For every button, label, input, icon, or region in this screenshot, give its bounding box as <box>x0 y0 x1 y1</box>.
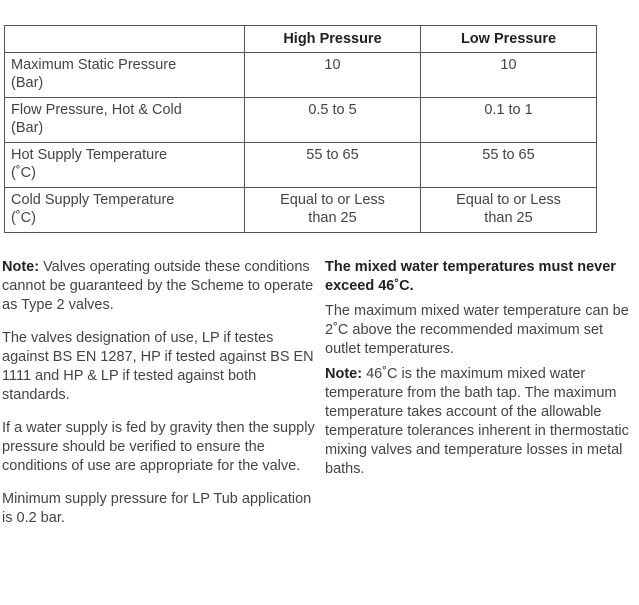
minimum-pressure-paragraph: Minimum supply pressure for LP Tub application is 0.2 bar. <box>2 491 312 526</box>
note-paragraph <box>2 258 320 315</box>
max-temperature-paragraph: The maximum mixed water temperature can be 2˚C above the recommended maximum set outlet temperatures. <box>325 303 629 357</box>
header-low-pressure: Low Pressure <box>421 26 597 53</box>
right-text-column <box>325 258 637 479</box>
note-text: 46˚C is the maximum mixed water temperature from the bath tap. The maximum temperature takes account of the allowable temperature tolerances inherent in thermostatic mixing valves and temperature losses in metal baths. <box>325 366 629 477</box>
header-empty <box>5 26 245 53</box>
cell-high: 10 <box>245 53 421 98</box>
left-text-column <box>2 258 320 528</box>
row-label-line1: Maximum Static Pressure <box>11 57 177 73</box>
row-label-line2: (˚C) <box>11 165 36 181</box>
table-row <box>5 188 597 233</box>
cell-low <box>421 188 597 233</box>
cell-low: 10 <box>421 53 597 98</box>
row-label <box>5 143 245 188</box>
note-label: Note: <box>2 259 40 275</box>
row-label <box>5 188 245 233</box>
note-paragraph <box>325 365 637 479</box>
cell-low-line2: than 25 <box>484 210 533 226</box>
note-label: Note: <box>325 366 363 382</box>
row-label-line1: Hot Supply Temperature <box>11 147 168 163</box>
cell-low: 55 to 65 <box>421 143 597 188</box>
designation-paragraph: The valves designation of use, LP if testes against BS EN 1287, HP if tested against BS EN 1111 and HP & LP if tested against both standards. <box>2 330 314 403</box>
row-label <box>5 98 245 143</box>
gravity-paragraph: If a water supply is fed by gravity then the supply pressure should be verified to ensure the conditions of use are appropriate for the valve. <box>2 420 315 474</box>
table-row <box>5 98 597 143</box>
pressure-temperature-table <box>4 25 597 233</box>
row-label-line2: (Bar) <box>11 75 44 91</box>
row-label-line2: (˚C) <box>11 210 36 226</box>
cell-high-line1: Equal to or Less <box>280 192 385 208</box>
header-high-pressure: High Pressure <box>245 26 421 53</box>
row-label <box>5 53 245 98</box>
cell-high: 55 to 65 <box>245 143 421 188</box>
table-row <box>5 143 597 188</box>
note-text: Valves operating outside these conditions cannot be guaranteed by the Scheme to operate as Type 2 valves. <box>2 259 314 313</box>
cell-high-line2: than 25 <box>308 210 357 226</box>
temperature-warning-heading: The mixed water temperatures must never exceed 46˚C. <box>325 259 616 294</box>
cell-high <box>245 188 421 233</box>
cell-low-line1: Equal to or Less <box>456 192 561 208</box>
row-label-line2: (Bar) <box>11 120 44 136</box>
row-label-line1: Cold Supply Temperature <box>11 192 175 208</box>
table-header-row <box>5 26 597 53</box>
table-row <box>5 53 597 98</box>
row-label-line1: Flow Pressure, Hot & Cold <box>11 102 182 118</box>
cell-low: 0.1 to 1 <box>421 98 597 143</box>
cell-high: 0.5 to 5 <box>245 98 421 143</box>
